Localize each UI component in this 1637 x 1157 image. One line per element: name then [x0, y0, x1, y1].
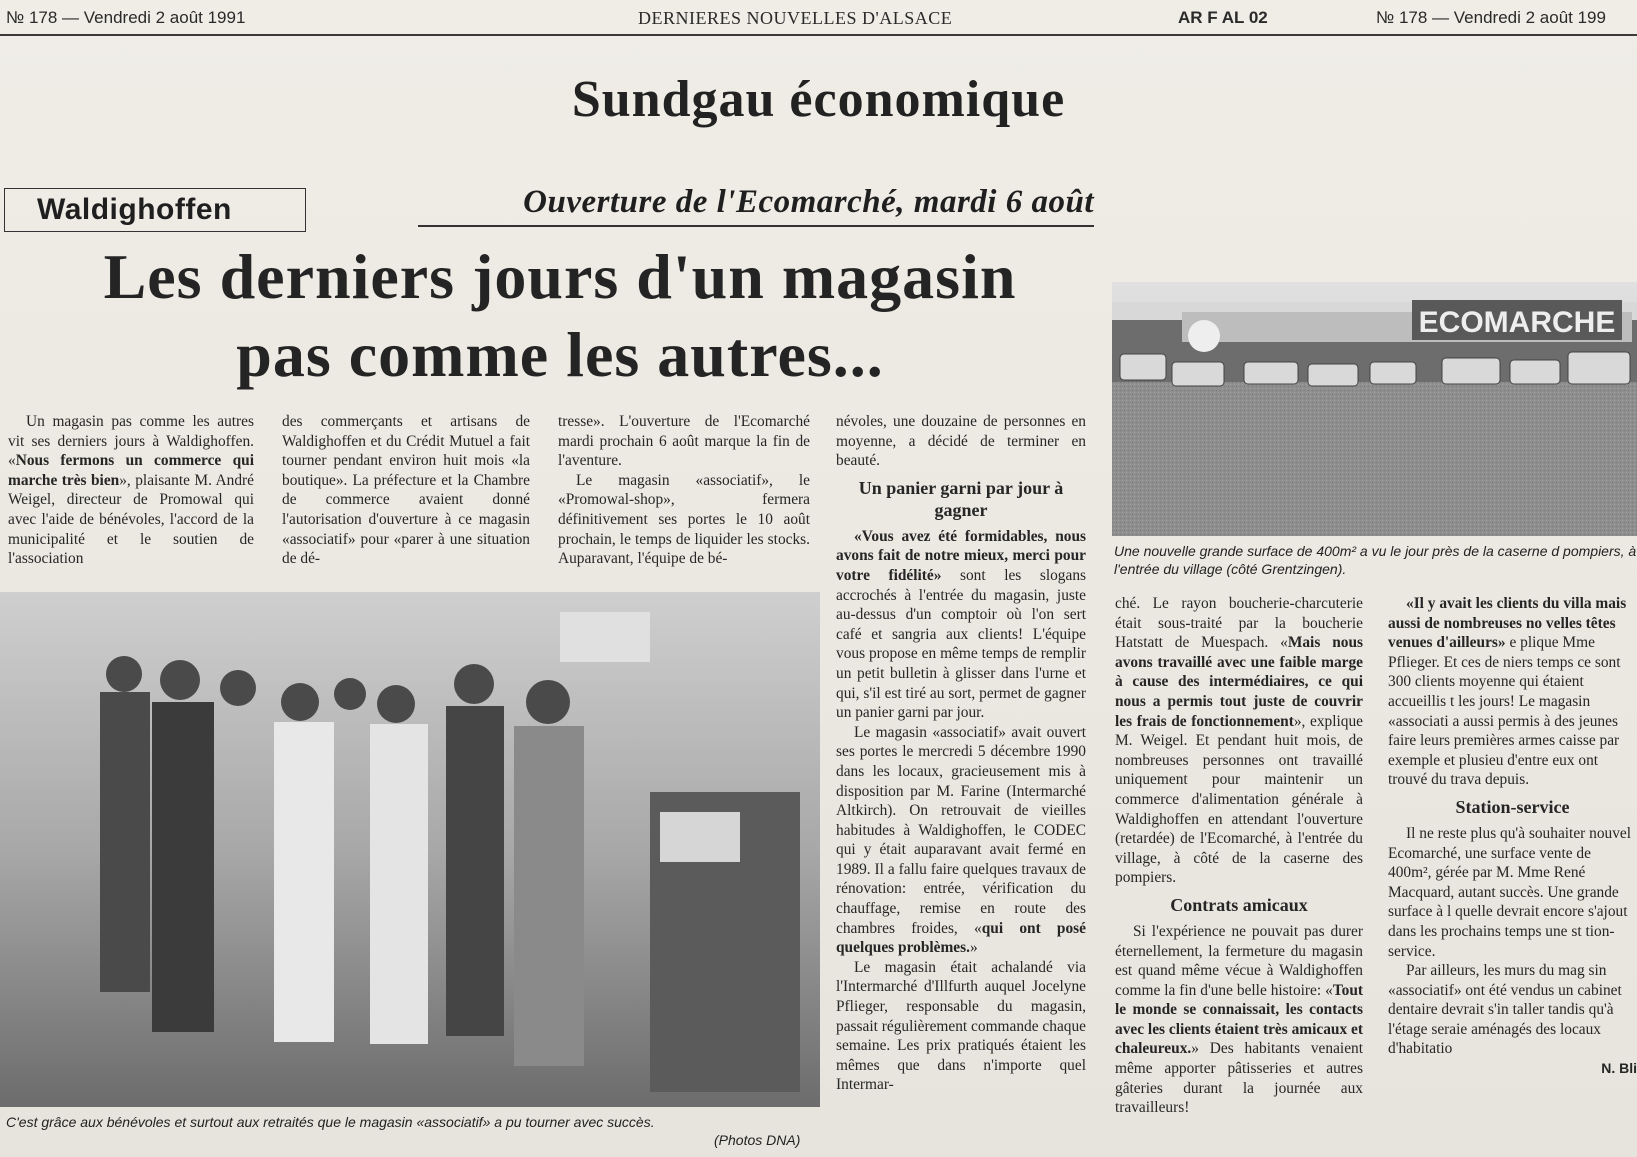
col2-paragraph: des commerçants et artisans de Waldighoffen et du Crédit Mutuel a fait tourner pendant environ huit mois «la boutique». La préfecture et la Chambre de commerce avaient donné l'autorisation d'ouverture à ce magasin «associatif» pour «parer à une situation de dé-: [282, 413, 530, 568]
col3-paragraph-1: tresse». L'ouverture de l'Ecomarché mardi prochain 6 août marque la fin de l'aventure.: [558, 413, 810, 470]
col6-paragraph-1: «Il y avait les clients du villa mais aussi de nombreuses no velles têtes venues d'ailleurs» e plique Mme Pflieger. Et ces de niers temps ce sont 300 clients moyenne qui étaient accueillis t les jours! Le magasin «associati a aussi permis à des jeunes faire leurs premières armes caisse par exemple et plusieu d'entre eux ont trouvé du trava depuis.: [1388, 595, 1627, 789]
store-photo: [1112, 282, 1637, 536]
place-label: Waldighoffen: [4, 188, 306, 232]
header-rule: [0, 34, 1637, 36]
article-column-5: [1115, 594, 1363, 1118]
store-photo-image: [1112, 282, 1637, 536]
volunteers-photo: [0, 592, 820, 1107]
col4-paragraph-4: Le magasin était achalandé via l'Intermarché d'Illfurth auquel Jocelyne Pflieger, responsable du magasin, passait régulièrement commande chaque semaine. Les prix pratiqués étaient les mêmes que dans n'importe quel Intermar-: [836, 958, 1086, 1094]
col5-paragraph-2: Si l'expérience ne pouvait pas durer éternellement, la fermeture du magasin est quand même vécue à Waldighoffen comme la fin d'une belle histoire: «Tout le monde se connaissait, les contacts avec les clients étaient très amicaux et chaleureux.» Des habitants venaient même apporter pâtisseries et autres gâteries durant la journée aux travailleurs!: [1115, 922, 1363, 1117]
subheading-contrats: Contrats amicaux: [1170, 894, 1308, 915]
col5-paragraph-1: ché. Le rayon boucherie-charcuterie était sous-traité par la boucherie Hatstatt de Muespach. «Mais nous avons travaillé avec une faible marge à cause des intermédiaires, ce qui nous a permis tout juste de couvrir les frais de fonctionnement», explique M. Weigel. Et pendant huit mois, de nombreuses personnes ont travaillé uniquement pour maintenir un commerce d'alimentation générale à Waldighoffen en attendant l'ouverture (retardée) de l'Ecomarché, à l'entrée du village, à côté de la caserne des pompiers.: [1115, 595, 1363, 887]
headline-line-1: Les derniers jours d'un magasin: [103, 241, 1017, 312]
photo-credit: (Photos DNA): [714, 1132, 801, 1148]
article-column-1: [8, 412, 254, 569]
issue-date-right: № 178 — Vendredi 2 août 199: [1376, 8, 1606, 27]
edition-code: AR F AL 02: [1178, 8, 1268, 27]
subheading-panier: Un panier garni par jour à gagner: [858, 477, 1064, 520]
headline-line-2: pas comme les autres...: [236, 319, 884, 390]
col6-paragraph-3: Par ailleurs, les murs du mag sin «associatif» ont été vendus un cabinet dentaire devrait s'in taller tandis qu'à l'étage seraie aménagés des locaux d'habitatio: [1388, 962, 1622, 1058]
col1-paragraph: Un magasin pas comme les autres vit ses derniers jours à Waldighoffen. «Nous fermons un commerce qui marche très bien», plaisante M. André Weigel, directeur de Promowal qui avec l'aide de bénévoles, l'accord de la municipalité et le soutien de l'association: [8, 413, 254, 568]
volunteers-photo-image: [0, 592, 820, 1107]
store-photo-caption: Une nouvelle grande surface de 400m² a vu le jour près de la caserne d pompiers, à l'entrée du village (côté Grentzingen).: [1114, 543, 1637, 577]
col4-paragraph-3: Le magasin «associatif» avait ouvert ses portes le mercredi 5 décembre 1990 dans les locaux, gracieusement mis à disposition par M. Farine (Intermarché Altkirch). On retrouvait de vieilles habitudes à Waldighoffen, le CODEC qui y était auparavant avait fermé en 1989. Il a fallu faire quelques travaux de rénovation: entrée, vérification du chauffage, remise en route des chambres froides, «qui ont posé quelques problèmes.»: [836, 723, 1086, 957]
section-title: Sundgau économique: [571, 71, 1066, 128]
article-column-4: [836, 412, 1086, 1095]
article-column-6: [1388, 594, 1637, 1079]
issue-date-left: № 178 — Vendredi 2 août 1991: [6, 8, 246, 27]
subheading-station: Station-service: [1455, 796, 1570, 817]
col4-paragraph-2: «Vous avez été formidables, nous avons fait de notre mieux, merci pour votre fidélité» sont les slogans accrochés à l'entrée du magasin, juste au-dessus d'un comptoir où l'on sert café et sangria aux clients! L'équipe vous propose en même temps de remplir un petit bulletin à glisser dans l'urne et qui, s'il est tiré au sort, permet de gagner un panier garni par jour.: [836, 527, 1087, 722]
newspaper-name: DERNIERES NOUVELLES D'ALSACE: [638, 8, 953, 28]
store-sign-text: ECOMARCHE: [1418, 306, 1616, 339]
col4-paragraph-1: névoles, une douzaine de personnes en moyenne, a décidé de terminer en beauté.: [836, 413, 1086, 470]
author-signature: N. Bli: [1601, 1060, 1637, 1077]
kicker-subtitle: Ouverture de l'Ecomarché, mardi 6 août: [418, 184, 1094, 227]
article-column-3: [558, 412, 810, 569]
col3-paragraph-2: Le magasin «associatif», le «Promowal-shop», fermera définitivement ses portes le 10 août prochain, le temps de liquider les stocks. Auparavant, l'équipe de bé-: [558, 471, 810, 568]
volunteers-photo-caption: C'est grâce aux bénévoles et surtout aux retraités que le magasin «associatif» a pu tourner avec succès.: [6, 1114, 655, 1130]
article-column-2: [282, 412, 530, 569]
main-headline: [0, 238, 1120, 394]
col6-paragraph-2: Il ne reste plus qu'à souhaiter nouvel Ecomarché, une surface vente de 400m², gérée par M. Mme René Macquard, autant succès. Une grande surface à l quelle devrait encore s'ajout dans les prochains temps une st tion-service.: [1388, 824, 1632, 960]
